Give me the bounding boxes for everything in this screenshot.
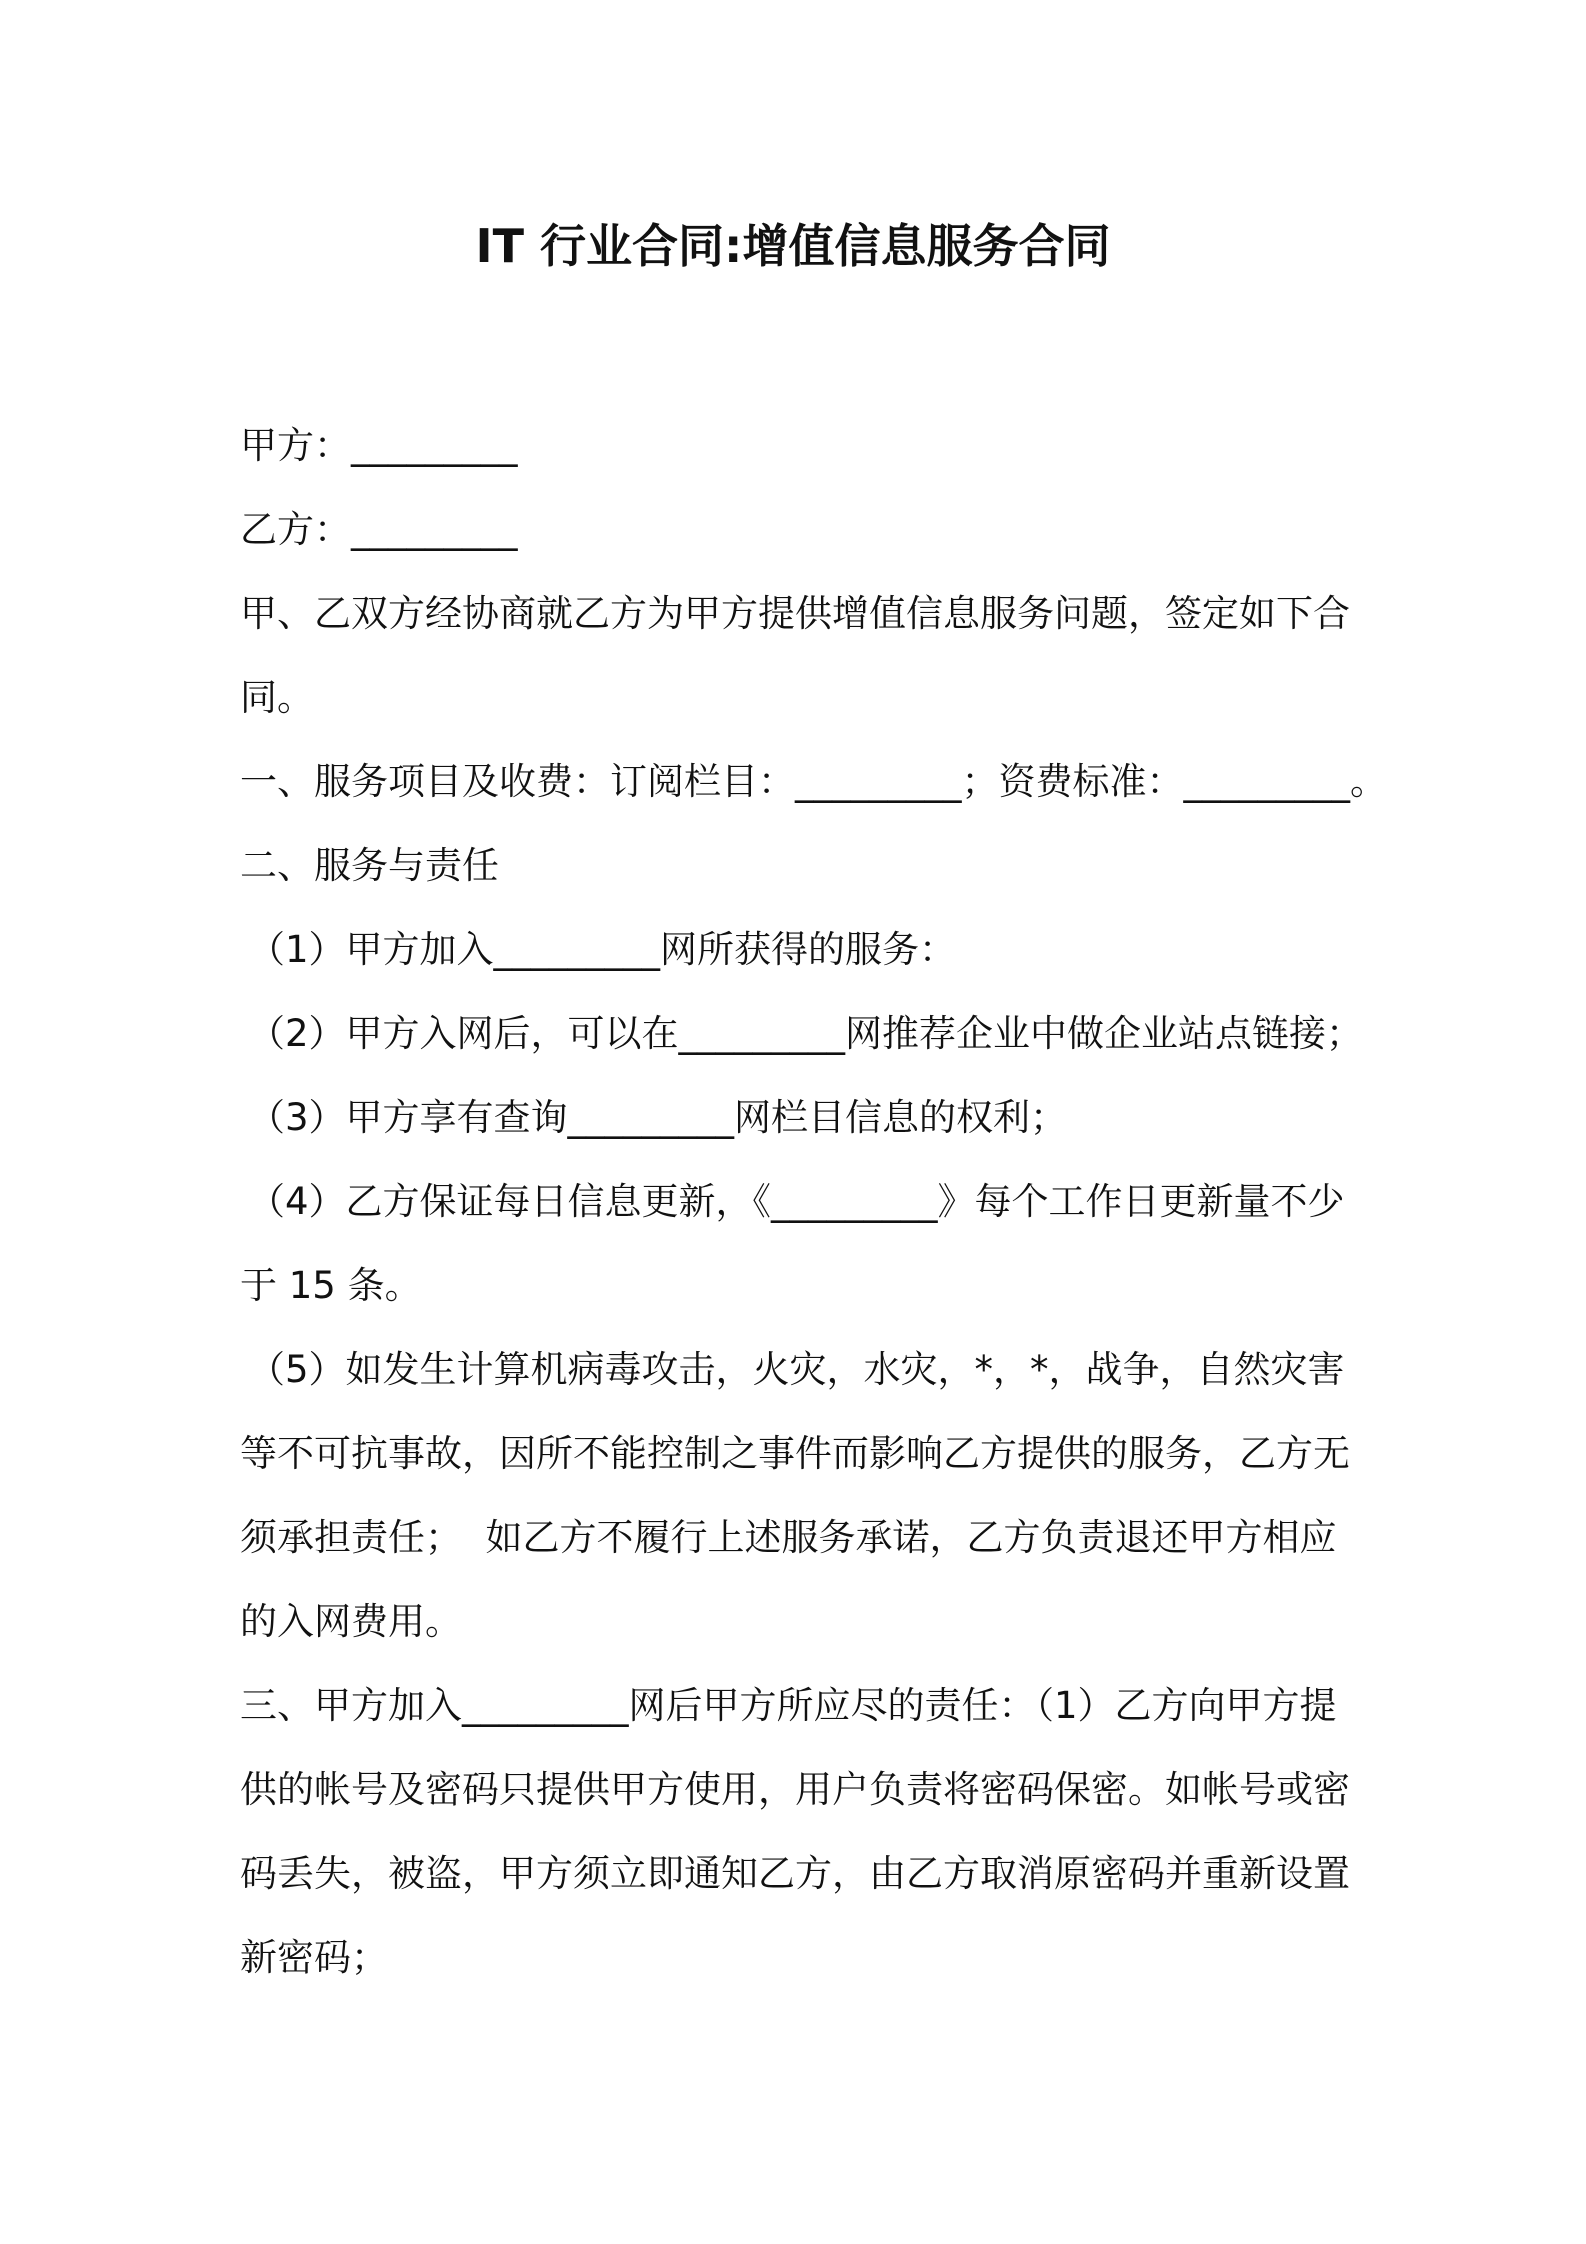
section-3-line-1: 三、甲方加入_________网后甲方所应尽的责任：（1）乙方向甲方提: [240, 1684, 1337, 1727]
party-a-line: 甲方：_________: [240, 424, 518, 467]
section-1-line: 一、服务项目及收费：订阅栏目：_________；资费标准：_________。: [240, 760, 1387, 803]
item-5-line-2: 等不可抗事故，因所不能控制之事件而影响乙方提供的服务，乙方无: [240, 1432, 1350, 1475]
document-body: [240, 404, 1387, 2000]
item-4-line-1: （4）乙方保证每日信息更新，《_________》每个工作日更新量不少: [248, 1180, 1345, 1223]
item-4-line-2: 于 15 条。: [240, 1264, 422, 1307]
document-title: IT 行业合同:增值信息服务合同: [475, 219, 1111, 273]
intro-line-2: 同。: [240, 676, 314, 719]
item-2-line: （2）甲方入网后，可以在_________网推荐企业中做企业站点链接；: [248, 1012, 1364, 1055]
party-b-line: 乙方：_________: [240, 508, 518, 551]
item-5-line-4: 的入网费用。: [240, 1600, 462, 1643]
section-3-line-4: 新密码；: [240, 1936, 388, 1979]
item-3-line: （3）甲方享有查询_________网栏目信息的权利；: [248, 1096, 1068, 1139]
item-1-line: （1）甲方加入_________网所获得的服务：: [248, 928, 957, 971]
item-5-line-3: 须承担责任； 如乙方不履行上述服务承诺，乙方负责退还甲方相应: [240, 1516, 1337, 1559]
item-5-line-1: （5）如发生计算机病毒攻击，火灾，水灾，*，*，战争，自然灾害: [248, 1348, 1345, 1391]
section-3-line-3: 码丢失，被盗，甲方须立即通知乙方，由乙方取消原密码并重新设置: [240, 1852, 1350, 1895]
intro-line-1: 甲、乙双方经协商就乙方为甲方提供增值信息服务问题，签定如下合: [240, 592, 1350, 635]
section-2-heading: 二、服务与责任: [240, 844, 499, 887]
section-3-line-2: 供的帐号及密码只提供甲方使用，用户负责将密码保密。如帐号或密: [240, 1768, 1350, 1811]
